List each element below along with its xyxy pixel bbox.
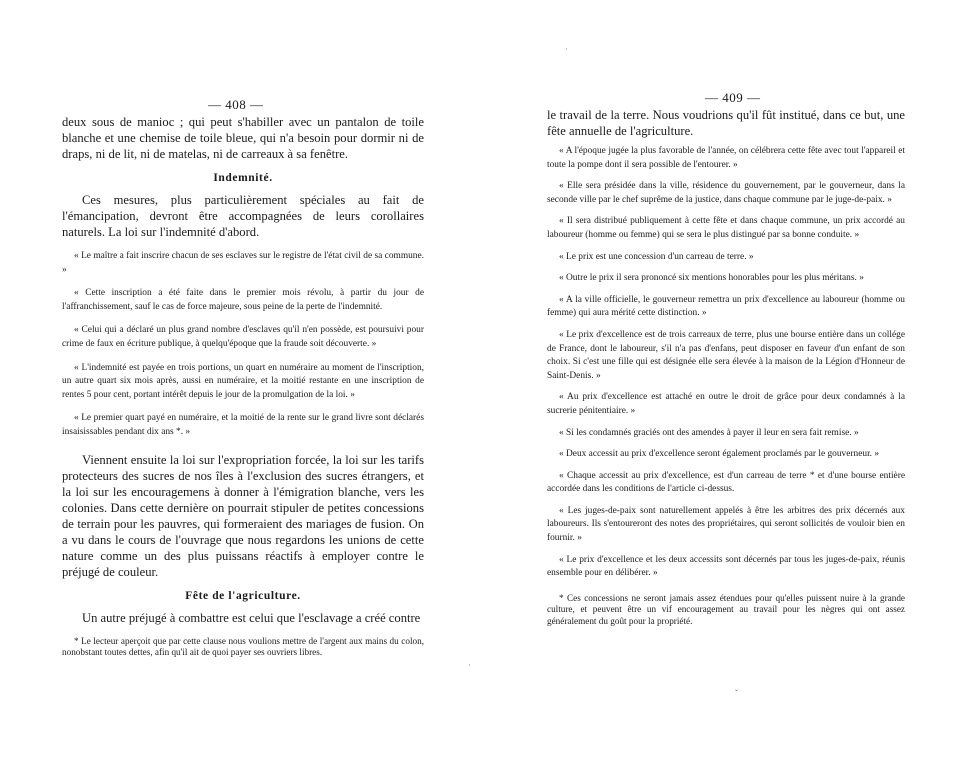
footnote: * Le lecteur aperçoit que par cette clause nous voulions mettre de l'argent aux mains du colon, nonobstant toutes dettes, afin qu'il ait de quoi payer ses ouvriers libres. — [62, 635, 424, 658]
body-paragraph: Viennent ensuite la loi sur l'expropriation forcée, la loi sur les tarifs protecteurs des sucres de nos îles à l'exclusion des sucres étrangers, et la loi sur les encouragemens à donner à l'émigration blanche, vers les colonies. Dans cette dernière on pourrait stipuler de petites concessions de terrain pour les pauvres, qui formeraient des mariages de fusion. On a vu dans le cours de l'ouvrage que nous regardons les unions de cette nature comme un des plus puissans réactifs à employer contre le préjugé de couleur. — [62, 452, 424, 579]
scan-speck: · — [565, 44, 568, 54]
page-number-left: — 408 — — [208, 97, 264, 112]
intro-paragraph: Ces mesures, plus particulièrement spéciales au fait de l'émancipation, devront être accompagnées de leurs corollaires naturels. La loi sur l'indemnité d'abord. — [62, 193, 424, 239]
quote-paragraph: « Les juges-de-paix sont naturellement appelés à être les arbitres des prix décernés aux laboureurs. Ils s'entoureront des notes des propriétaires, qui seront sollicités de vouloir bien en fournir. » — [547, 505, 905, 544]
scan-speck: · — [468, 660, 471, 670]
quote-paragraph: « A la ville officielle, le gouverneur remettra un prix d'excellence au laboureur (homme ou femme) qui aura mérité cette distinction. » — [547, 294, 905, 319]
quote-paragraph: « Le maître a fait inscrire chacun de ses esclaves sur le registre de l'état civil de sa commune. » — [62, 251, 424, 275]
right-page — [490, 0, 980, 760]
quote-paragraph: « Le prix d'excellence est de trois carreaux de terre, plus une bourse entière dans un collége de France, dont le laboureur, s'il n'a pas d'enfans, peut disposer en faveur d'un enfant de son choix. Si c'est une fille qui est désignée elle sera élevée à la maison de la Légion d'Honneur de Saint-Denis. » — [547, 329, 905, 381]
section-heading-indemnite: Indemnité. — [213, 172, 273, 184]
quote-paragraph: « Le premier quart payé en numéraire, et la moitié de la rente sur le grand livre sont déclarés insaisissables pendant dix ans *. » — [62, 413, 424, 437]
section-heading-fete: Fête de l'agriculture. — [185, 589, 301, 602]
quote-paragraph: « L'indemnité est payée en trois portions, un quart en numéraire au moment de l'inscription, un autre quart six mois après, aussi en numéraire, et la moitié restante en une inscription de rentes 5 pour cent, portant intérêt depuis le jour de la promulgation de la loi. » — [62, 362, 424, 400]
body-paragraph: Un autre préjugé à combattre est celui que l'esclavage a créé contre — [82, 610, 421, 625]
quote-paragraph: « Le prix d'excellence et les deux accessits sont décernés par tous les juges-de-paix, réunis ensemble pour en délibérer. » — [547, 554, 905, 579]
quote-paragraph: « Deux accessit au prix d'excellence seront également proclamés par le gouverneur. » — [559, 449, 880, 460]
scan-speck: ˇ — [735, 688, 738, 698]
quote-paragraph: « Le prix est une concession d'un carreau de terre. » — [559, 251, 754, 262]
quote-paragraph: « Outre le prix il sera prononcé six mentions honorables pour les plus méritans. » — [559, 273, 864, 284]
quote-paragraph: « Chaque accessit au prix d'excellence, est d'un carreau de terre * et d'une bourse entière accordée dans les conditions de l'article ci-dessus. — [547, 470, 905, 495]
quote-paragraph: « A l'époque jugée la plus favorable de l'année, on célébrera cette fête avec tout l'appareil et toute la pompe dont il sera possible de l'entourer. » — [547, 146, 905, 170]
quote-paragraph: « Cette inscription a été faite dans le premier mois révolu, à partir du jour de l'affranchissement, sauf le cas de force majeure, sous peine de la perte de l'indemnité. — [62, 288, 424, 312]
quote-paragraph: « Il sera distribué publiquement à cette fête et dans chaque commune, un prix accordé au laboureur (homme ou femme) qui se sera le plus distingué par sa bonne conduite. » — [547, 216, 905, 240]
footnote: * Ces concessions ne seront jamais assez étendues pour qu'elles puissent nuire à la grande culture, et peuvent être un vif encouragement au travail pour les nègres qui ont assez généralement du goût pour la propriété. — [547, 592, 905, 627]
right-column — [547, 107, 905, 628]
quote-paragraph: « Celui qui a déclaré un plus grand nombre d'esclaves qu'il n'en possède, est poursuivi pour crime de faux en écriture publique, à quelqu'époque que la fraude soit découverte. » — [62, 325, 424, 349]
quote-paragraph: « Elle sera présidée dans la ville, résidence du gouvernement, par le gouverneur, dans la seconde ville par le chef suprême de la justice, dans chaque commune par le juge-de-paix. » — [547, 181, 905, 205]
continuation-text: deux sous de manioc ; qui peut s'habiller avec un pantalon de toile blanche et une chemise de toile bleue, qui n'a besoin pour dormir ni de draps, ni de lit, ni de matelas, ni de carreaux à sa fenêtre. — [62, 115, 424, 161]
quote-paragraph: « Au prix d'excellence est attaché en outre le droit de grâce pour deux condamnés à la sucrerie pénitentiaire. » — [547, 392, 905, 416]
left-column — [62, 114, 424, 659]
quote-paragraph: « Si les condamnés graciés ont des amendes à payer il leur en sera fait remise. » — [559, 427, 859, 438]
page-number-right: — 409 — — [705, 90, 761, 105]
continuation-text: le travail de la terre. Nous voudrions qu'il fût institué, dans ce but, une fête annuelle de l'agriculture. — [547, 108, 905, 138]
